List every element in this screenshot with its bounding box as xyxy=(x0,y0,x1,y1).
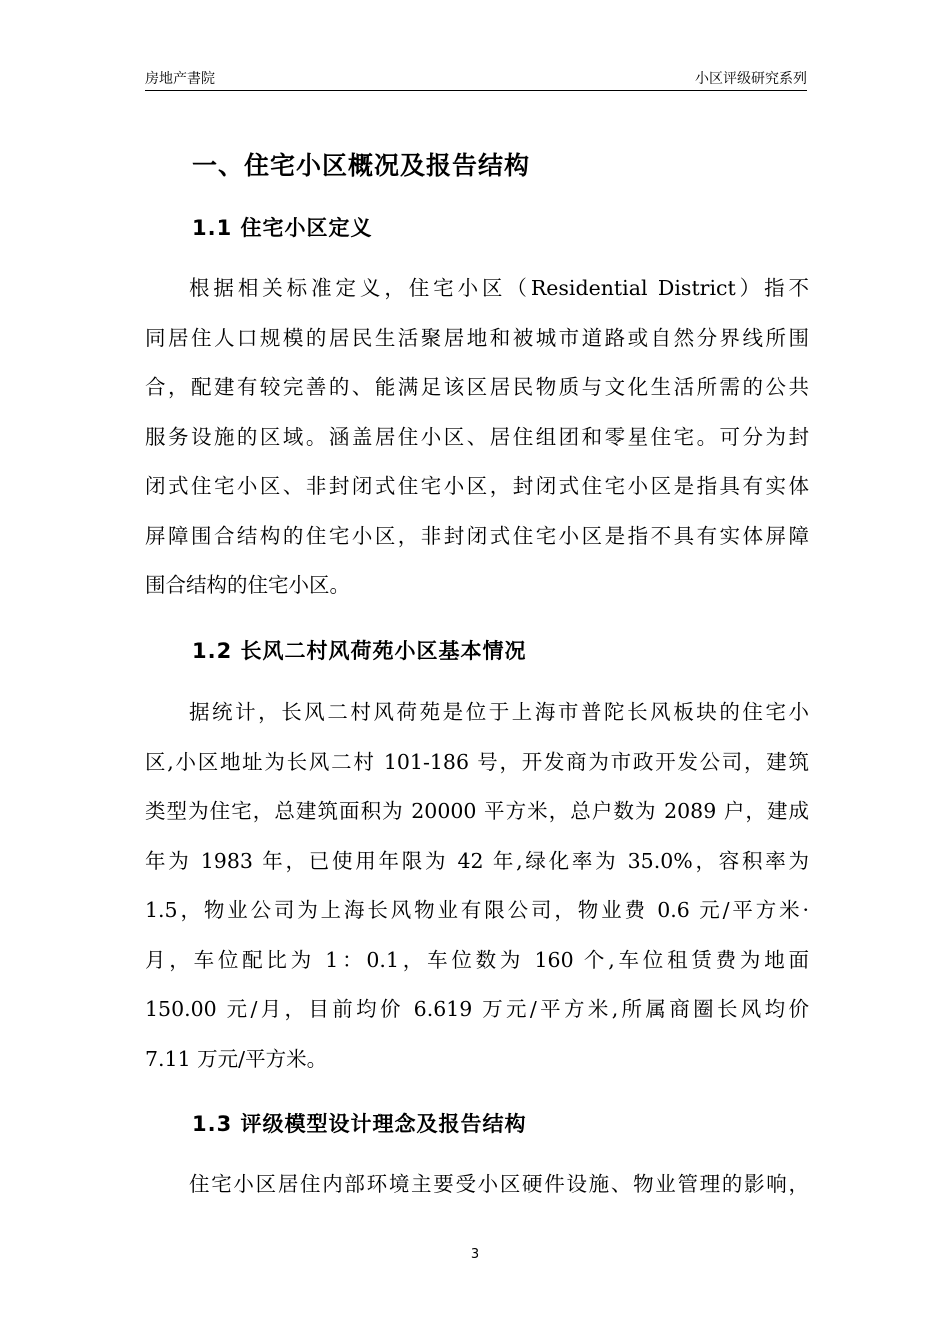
chapter-title: 一、住宅小区概况及报告结构 xyxy=(192,151,531,180)
section-1-3-paragraph xyxy=(145,1160,809,1210)
paragraph-line: 闭式住宅小区、非封闭式住宅小区，封闭式住宅小区是指具有实体 xyxy=(145,474,809,498)
header-series: 小区评级研究系列 xyxy=(695,71,807,87)
paragraph-line: 同居住人口规模的居民生活聚居地和被城市道路或自然分界线所围 xyxy=(145,325,809,350)
paragraph-line: 类型为住宅，总建筑面积为 20000 平方米，总户数为 2089 户，建成 xyxy=(145,799,809,823)
section-1-1-paragraph xyxy=(145,264,809,611)
section-heading-1-3: 1.3 评级模型设计理念及报告结构 xyxy=(192,1112,527,1136)
paragraph-line: 根据相关标准定义，住宅小区（Residential District）指不 xyxy=(189,276,809,300)
paragraph-line: 区,小区地址为长风二村 101-186 号，开发商为市政开发公司，建筑 xyxy=(145,749,809,774)
paragraph-line: 屏障围合结构的住宅小区，非封闭式住宅小区是指不具有实体屏障 xyxy=(145,523,809,548)
paragraph-line: 月，车位配比为 1：0.1，车位数为 160 个,车位租赁费为地面 xyxy=(145,947,809,972)
paragraph-line: 1.5，物业公司为上海长风物业有限公司，物业费 0.6 元/平方米· xyxy=(145,898,809,922)
section-1-2-paragraph xyxy=(145,688,809,1084)
header-publisher: 房地产書院 xyxy=(145,71,215,87)
paragraph-line: 年为 1983 年，已使用年限为 42 年,绿化率为 35.0%，容积率为 xyxy=(145,848,809,873)
paragraph-line: 150.00 元/月，目前均价 6.619 万元/平方米,所属商圈长风均价 xyxy=(145,997,809,1021)
paragraph-line: 服务设施的区域。涵盖居住小区、居住组团和零星住宅。可分为封 xyxy=(145,424,809,449)
paragraph-line: 7.11 万元/平方米。 xyxy=(145,1046,328,1071)
paragraph-line: 围合结构的住宅小区。 xyxy=(145,573,350,597)
paragraph-line: 据统计，长风二村风荷苑是位于上海市普陀长风板块的住宅小 xyxy=(189,700,809,724)
paragraph-line: 住宅小区居住内部环境主要受小区硬件设施、物业管理的影响， xyxy=(189,1172,809,1196)
section-heading-1-1: 1.1 住宅小区定义 xyxy=(192,216,373,240)
section-heading-1-2: 1.2 长风二村风荷苑小区基本情况 xyxy=(192,639,527,663)
page-number: 3 xyxy=(470,1247,480,1262)
page-header xyxy=(145,66,807,91)
paragraph-line: 合，配建有较完善的、能满足该区居民物质与文化生活所需的公共 xyxy=(145,375,809,399)
